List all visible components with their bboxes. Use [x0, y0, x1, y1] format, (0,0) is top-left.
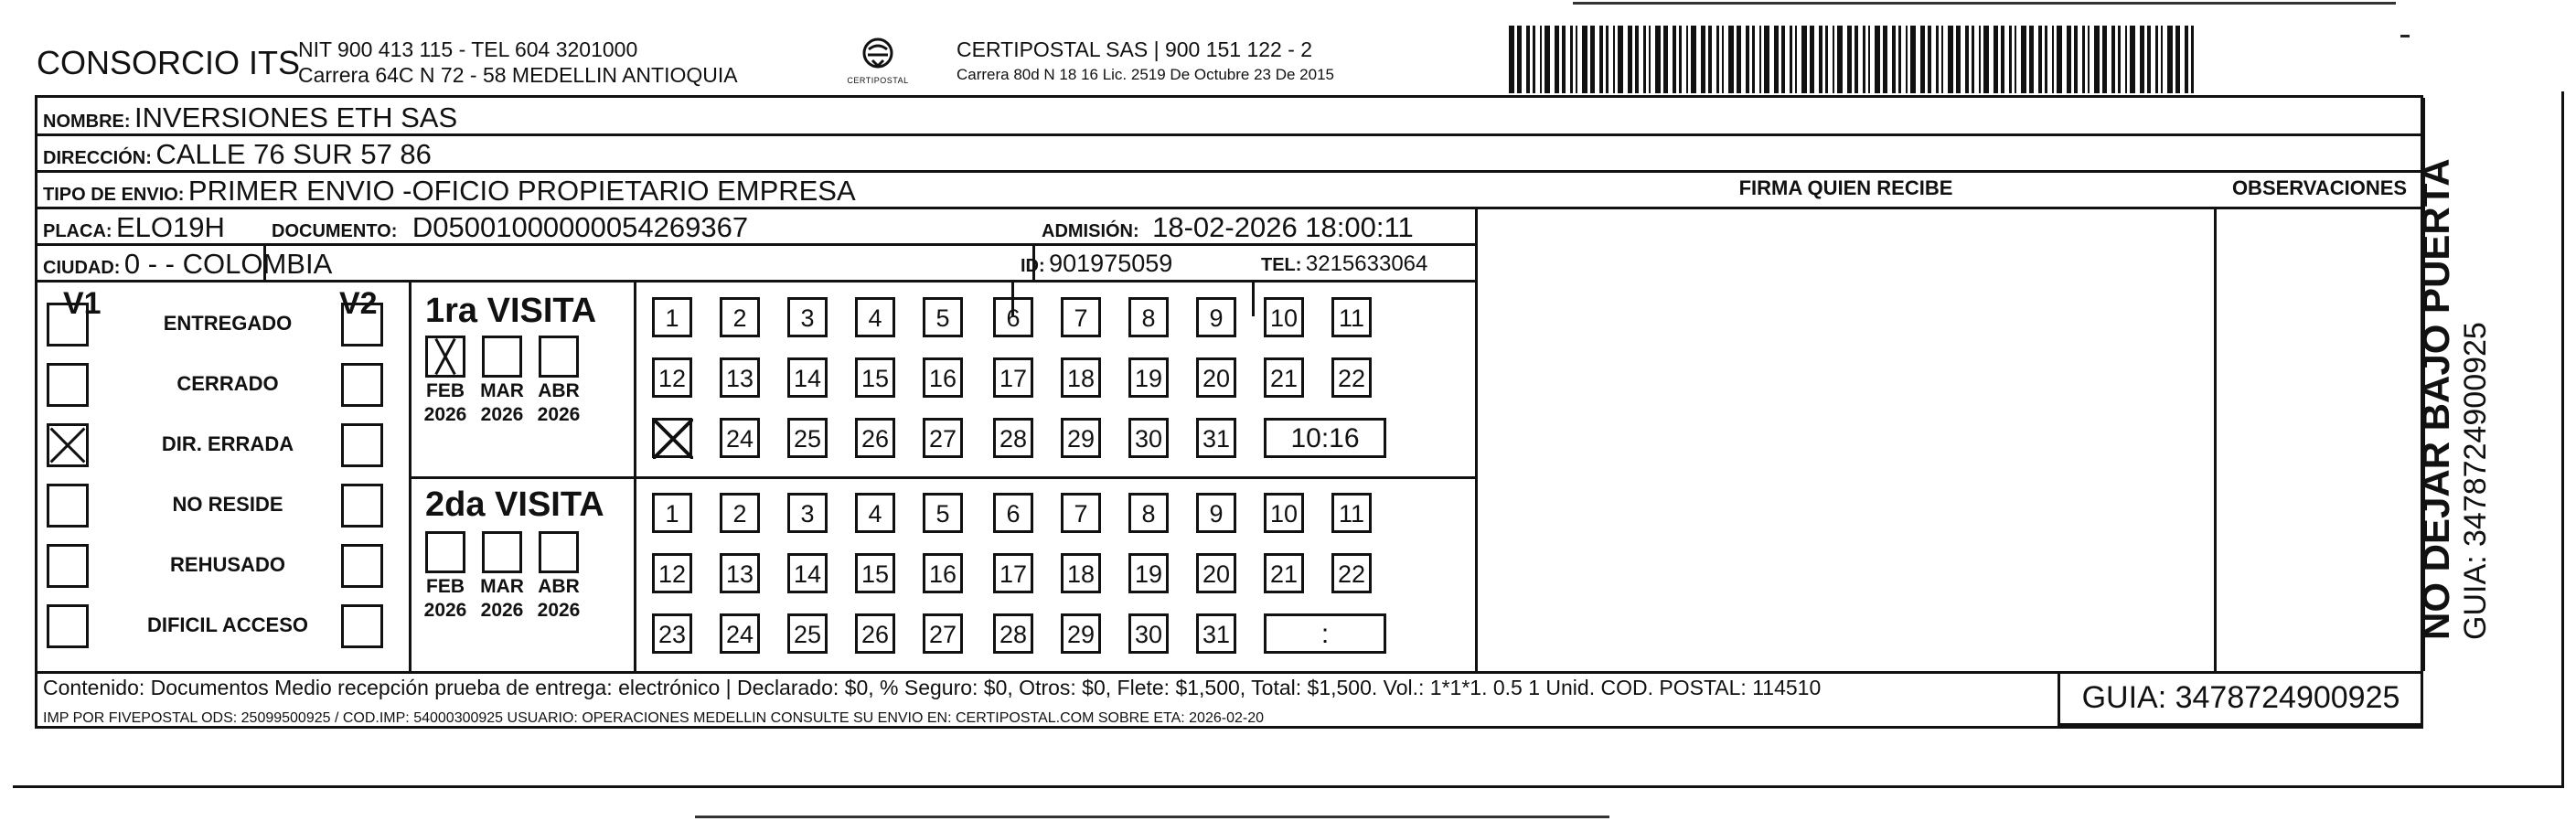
barcode-bar	[1875, 26, 1880, 93]
barcode-bar	[1810, 26, 1814, 93]
month-checkbox[interactable]	[425, 531, 465, 573]
shipping-label	[35, 95, 2423, 729]
day-box[interactable]: 22	[1331, 553, 1372, 593]
day-box[interactable]: 10	[1264, 493, 1304, 533]
day-box[interactable]: 4	[855, 297, 895, 337]
v2-header: V2	[339, 286, 378, 321]
month-year: 2026	[480, 404, 524, 425]
barcode-bar	[2045, 26, 2047, 93]
barcode-bar	[1663, 26, 1668, 93]
nombre-row	[43, 101, 457, 134]
v1-checkbox[interactable]	[47, 363, 89, 407]
day-box[interactable]: 3	[787, 297, 828, 337]
day-box[interactable]: 17	[993, 357, 1033, 398]
documento-label: DOCUMENTO:	[272, 221, 398, 241]
company-address: Carrera 64C N 72 - 58 MEDELLIN ANTIOQUIA	[298, 63, 738, 87]
day-box[interactable]: 5	[923, 493, 963, 533]
barcode-bar	[1898, 26, 1901, 93]
barcode-bar	[2029, 26, 2034, 93]
barcode-bar	[2191, 26, 2194, 93]
barcode-bar	[1764, 26, 1769, 93]
barcode-bar	[2074, 26, 2078, 93]
barcode-bar	[1618, 26, 1623, 93]
v2-checkbox[interactable]	[341, 303, 383, 347]
barcode-bar	[2067, 26, 2071, 93]
barcode	[1509, 26, 2195, 93]
barcode-bar	[1979, 26, 1981, 93]
barcode-bar	[1819, 26, 1822, 93]
barcode-bar	[1965, 26, 1969, 93]
barcode-bar	[1956, 26, 1961, 93]
barcode-bar	[1716, 26, 1719, 93]
barcode-bar	[1759, 26, 1761, 93]
day-box[interactable]: 24	[720, 418, 760, 458]
tipo-envio-value: PRIMER ENVIO -OFICIO PROPIETARIO EMPRESA	[187, 175, 856, 207]
visit-divider	[409, 476, 1475, 479]
barcode-bar	[1847, 26, 1852, 93]
placa-cell	[43, 211, 225, 244]
barcode-bar	[1928, 26, 1931, 93]
barcode-bar	[1555, 26, 1559, 93]
mark	[2400, 35, 2410, 37]
v2-checkbox[interactable]	[341, 423, 383, 467]
v2-checkbox[interactable]	[341, 363, 383, 407]
barcode-bar	[2167, 26, 2173, 93]
month-label	[475, 379, 529, 427]
status-label: CERRADO	[176, 372, 279, 395]
barcode-bar	[1737, 26, 1741, 93]
observaciones-header: OBSERVACIONES	[2231, 176, 2408, 199]
tipo-envio-label: TIPO DE ENVIO:	[43, 185, 185, 205]
day-box[interactable]: 14	[787, 357, 828, 398]
month-label	[418, 575, 473, 623]
status-label: ENTREGADO	[163, 312, 293, 335]
month-year: 2026	[537, 600, 581, 621]
certipostal-line: CERTIPOSTAL SAS | 900 151 122 - 2	[957, 37, 1313, 61]
barcode-bar	[2102, 26, 2107, 93]
barcode-bar	[1722, 26, 1724, 93]
v1-checkbox[interactable]	[47, 544, 89, 588]
day-box[interactable]: 26	[855, 418, 895, 458]
day-box[interactable]: 25	[787, 418, 828, 458]
day-box[interactable]: 14	[787, 553, 828, 593]
admision-label: ADMISIÓN:	[1042, 221, 1139, 241]
month-checkbox[interactable]	[482, 531, 522, 573]
barcode-bar	[1728, 26, 1734, 93]
barcode-bar	[1708, 26, 1712, 93]
barcode-bar	[2130, 26, 2135, 93]
day-box[interactable]: 12	[652, 357, 692, 398]
day-box[interactable]: 17	[993, 553, 1033, 593]
barcode-bar	[1613, 26, 1615, 93]
barcode-bar	[1790, 26, 1792, 93]
barcode-bar	[1540, 26, 1542, 93]
direccion-row	[43, 138, 432, 171]
barcode-bar	[1837, 26, 1843, 93]
day-box[interactable]: 28	[993, 418, 1033, 458]
barcode-bar	[1883, 26, 1887, 93]
day-box[interactable]: 15	[855, 553, 895, 593]
v2-checkbox[interactable]	[341, 544, 383, 588]
barcode-bar	[1855, 26, 1858, 93]
barcode-bar	[2021, 26, 2026, 93]
documento-cell	[272, 211, 748, 244]
logo-emblem-icon	[860, 35, 896, 71]
ciudad-cell	[43, 248, 332, 281]
nit-line: NIT 900 413 115 - TEL 604 3201000	[298, 37, 638, 61]
day-box[interactable]: 30	[1128, 418, 1169, 458]
day-box[interactable]: 10	[1264, 297, 1304, 337]
barcode-bar	[2001, 26, 2004, 93]
direccion-label: DIRECCIÓN:	[43, 148, 152, 168]
barcode-bar	[1948, 26, 1953, 93]
day-box[interactable]: 26	[855, 613, 895, 654]
barcode-bar	[1655, 26, 1661, 93]
side-guia: GUIA: 3478724900925	[2458, 322, 2493, 640]
v2-checkbox[interactable]	[341, 484, 383, 528]
day-box[interactable]: 27	[923, 613, 963, 654]
month-label	[475, 575, 529, 623]
day-box[interactable]: 3	[787, 493, 828, 533]
barcode-bar	[1517, 26, 1522, 93]
day-box[interactable]: 1	[652, 493, 692, 533]
id-cell	[1021, 250, 1172, 278]
day-box[interactable]: 29	[1061, 418, 1101, 458]
ciudad-value: 0 - - COLOMBIA	[123, 248, 333, 280]
month-year: 2026	[537, 404, 581, 425]
barcode-bar	[2082, 26, 2085, 93]
day-box[interactable]: 19	[1128, 553, 1169, 593]
status-label: DIR. ERRADA	[161, 432, 294, 455]
cell-divider	[1252, 280, 1255, 316]
barcode-bar	[1868, 26, 1870, 93]
barcode-bar	[1781, 26, 1785, 93]
status-label: DIFICIL ACCESO	[146, 613, 308, 636]
day-box[interactable]: 13	[720, 357, 760, 398]
day-box[interactable]: 7	[1061, 297, 1101, 337]
barcode-bar	[1533, 26, 1535, 93]
barcode-bar	[1993, 26, 1998, 93]
day-box[interactable]: 31	[1196, 613, 1236, 654]
day-box[interactable]: 20	[1196, 553, 1236, 593]
month-label	[418, 379, 473, 427]
barcode-bar	[2052, 26, 2054, 93]
barcode-bar	[2038, 26, 2042, 93]
day-box[interactable]: 18	[1061, 553, 1101, 593]
v1-header: V1	[63, 286, 102, 321]
certipostal-logo	[832, 35, 924, 99]
tipo-envio-row	[43, 175, 856, 208]
day-box[interactable]: 13	[720, 553, 760, 593]
time-box[interactable]: 10:16	[1264, 418, 1386, 458]
time-box[interactable]: :	[1264, 613, 1386, 654]
day-box[interactable]: 15	[855, 357, 895, 398]
day-box[interactable]: 27	[923, 418, 963, 458]
barcode-bar	[1643, 26, 1646, 93]
visit2-title: 2da VISITA	[425, 485, 604, 524]
day-box[interactable]: 11	[1331, 493, 1372, 533]
barcode-bar	[1701, 26, 1705, 93]
day-box[interactable]: 9	[1196, 493, 1236, 533]
month-name: MAR	[480, 380, 524, 401]
day-box[interactable]: 16	[923, 357, 963, 398]
nombre-label: NOMBRE:	[43, 112, 131, 132]
barcode-bar	[1509, 26, 1514, 93]
barcode-bar	[1599, 26, 1603, 93]
v1-checkbox[interactable]	[47, 484, 89, 528]
barcode-bar	[1679, 26, 1682, 93]
barcode-bar	[1774, 26, 1779, 93]
admision-cell	[1042, 211, 1414, 244]
barcode-bar	[1752, 26, 1755, 93]
v2-checkbox[interactable]	[341, 604, 383, 648]
barcode-bar	[2147, 26, 2151, 93]
barcode-bar	[1795, 26, 1797, 93]
tel-label: TEL:	[1261, 255, 1302, 275]
warning-text: NO DEJAR BAJO PUERTA	[2414, 158, 2457, 640]
barcode-bar	[1570, 26, 1573, 93]
v1-checkbox[interactable]	[47, 604, 89, 648]
barcode-bar	[1825, 26, 1828, 93]
barcode-bar	[1606, 26, 1609, 93]
month-checkbox[interactable]	[482, 336, 522, 378]
barcode-bar	[2118, 26, 2121, 93]
barcode-bar	[1582, 26, 1587, 93]
divider	[1573, 2, 2396, 5]
day-box[interactable]: 6	[993, 297, 1033, 337]
day-box[interactable]: 16	[923, 553, 963, 593]
status-divider	[409, 280, 412, 671]
day-box[interactable]: 1	[652, 297, 692, 337]
day-box[interactable]: 20	[1196, 357, 1236, 398]
day-box[interactable]: 21	[1264, 357, 1304, 398]
day-box[interactable]: 18	[1061, 357, 1101, 398]
barcode-bar	[1801, 26, 1807, 93]
barcode-bar	[1910, 26, 1916, 93]
day-box[interactable]: 31	[1196, 418, 1236, 458]
month-checkbox[interactable]	[425, 336, 465, 378]
barcode-bar	[2015, 26, 2016, 93]
day-box[interactable]: 23	[652, 613, 692, 654]
column-divider	[2214, 207, 2217, 671]
barcode-bar	[2125, 26, 2127, 93]
barcode-bar	[2175, 26, 2180, 93]
imp-text: IMP POR FIVEPOSTAL ODS: 25099500925 / COD.IMP: 54000300925 USUARIO: OPERACIONES MEDELLIN CONSULTE SU ENVIO EN: CERTIPOSTAL.COM SOBRE ETA: 2026-02-20	[43, 710, 1264, 726]
barcode-bar	[1972, 26, 1974, 93]
contenido-text: Contenido: Documentos Medio recepción prueba de entrega: electrónico | Declarado: $0, % Seguro: $0, Otros: $0, Flete: $1,500, Total: $1,500. Vol.: 1*1*1. 0.5 1 Unid. COD. POSTAL: 114510	[43, 676, 1822, 699]
month-label	[531, 575, 586, 623]
day-box[interactable]: 8	[1128, 297, 1169, 337]
day-box[interactable]: 2	[720, 493, 760, 533]
day-box[interactable]: 24	[720, 613, 760, 654]
barcode-bar	[2185, 26, 2188, 93]
barcode-bar	[1863, 26, 1865, 93]
barcode-bar	[1590, 26, 1595, 93]
tel-cell	[1261, 251, 1427, 277]
day-box[interactable]: 5	[923, 297, 963, 337]
barcode-bar	[2140, 26, 2144, 93]
v1-checkbox[interactable]	[47, 423, 89, 467]
barcode-bar	[1936, 26, 1939, 93]
day-box[interactable]: 11	[1331, 297, 1372, 337]
barcode-bar	[1526, 26, 1530, 93]
month-name: MAR	[480, 576, 524, 597]
day-box[interactable]: 19	[1128, 357, 1169, 398]
month-year: 2026	[423, 404, 467, 425]
day-box[interactable]: 2	[720, 297, 760, 337]
month-divider	[634, 280, 636, 671]
barcode-bar	[1983, 26, 1989, 93]
day-box[interactable]: 8	[1128, 493, 1169, 533]
month-label	[531, 379, 586, 427]
barcode-bar	[1673, 26, 1676, 93]
divider	[695, 816, 1609, 818]
guia-box: GUIA: 3478724900925	[2058, 673, 2421, 726]
barcode-bar	[1691, 26, 1696, 93]
id-value: 901975059	[1049, 250, 1173, 277]
month-checkbox[interactable]	[539, 531, 579, 573]
logo-text: CERTIPOSTAL	[847, 76, 909, 85]
barcode-bar	[2094, 26, 2100, 93]
barcode-bar	[1746, 26, 1749, 93]
barcode-bar	[1628, 26, 1632, 93]
company-contact	[298, 37, 738, 88]
barcode-bar	[1686, 26, 1688, 93]
month-name: ABR	[538, 380, 580, 401]
barcode-bar	[2161, 26, 2163, 93]
documento-value: D05001000000054269367	[412, 211, 749, 243]
day-box[interactable]: 9	[1196, 297, 1236, 337]
barcode-bar	[2111, 26, 2115, 93]
barcode-bar	[2057, 26, 2062, 93]
month-year: 2026	[423, 600, 467, 621]
barcode-bar	[2155, 26, 2158, 93]
barcode-bar	[1576, 26, 1577, 93]
barcode-bar	[2088, 26, 2090, 93]
barcode-bar	[2009, 26, 2012, 93]
visit1-title: 1ra VISITA	[425, 292, 597, 330]
placa-value: ELO19H	[116, 211, 225, 243]
id-label: ID:	[1021, 256, 1045, 276]
certipostal-info	[957, 37, 1334, 88]
day-box[interactable]: 4	[855, 493, 895, 533]
day-box[interactable]: 6	[993, 493, 1033, 533]
column-divider	[1475, 207, 1478, 671]
barcode-bar	[1833, 26, 1834, 93]
month-name: FEB	[426, 576, 465, 597]
day-box[interactable]: 30	[1128, 613, 1169, 654]
month-name: FEB	[426, 380, 465, 401]
tel-value: 3215633064	[1305, 251, 1428, 276]
certipostal-address: Carrera 80d N 18 16 Lic. 2519 De Octubre 23 De 2015	[957, 66, 1334, 83]
company-name: CONSORCIO ITS	[37, 44, 301, 81]
day-box[interactable]: 25	[787, 613, 828, 654]
month-name: ABR	[538, 576, 580, 597]
nombre-value: INVERSIONES ETH SAS	[134, 101, 458, 133]
barcode-bar	[1545, 26, 1550, 93]
admision-value: 18-02-2026 18:00:11	[1152, 211, 1414, 243]
barcode-bar	[1635, 26, 1639, 93]
status-label: NO RESIDE	[172, 493, 283, 516]
barcode-bar	[1920, 26, 1925, 93]
barcode-bar	[1941, 26, 1943, 93]
day-box[interactable]: 21	[1264, 553, 1304, 593]
barcode-bar	[1562, 26, 1566, 93]
day-box[interactable]: 7	[1061, 493, 1101, 533]
day-box[interactable]: 12	[652, 553, 692, 593]
v1-checkbox[interactable]	[47, 303, 89, 347]
barcode-bar	[1906, 26, 1908, 93]
direccion-value: CALLE 76 SUR 57 86	[155, 138, 432, 170]
day-box[interactable]	[652, 418, 692, 458]
month-checkbox[interactable]	[539, 336, 579, 378]
day-box[interactable]: 29	[1061, 613, 1101, 654]
barcode-bar	[1649, 26, 1651, 93]
day-box[interactable]: 28	[993, 613, 1033, 654]
barcode-bar	[1892, 26, 1896, 93]
status-label: REHUSADO	[170, 553, 285, 576]
side-text	[2414, 158, 2494, 640]
month-year: 2026	[480, 600, 524, 621]
ciudad-label: CIUDAD:	[43, 258, 121, 278]
placa-label: PLACA:	[43, 221, 112, 241]
day-box[interactable]: 22	[1331, 357, 1372, 398]
firma-header: FIRMA QUIEN RECIBE	[1738, 176, 1953, 199]
